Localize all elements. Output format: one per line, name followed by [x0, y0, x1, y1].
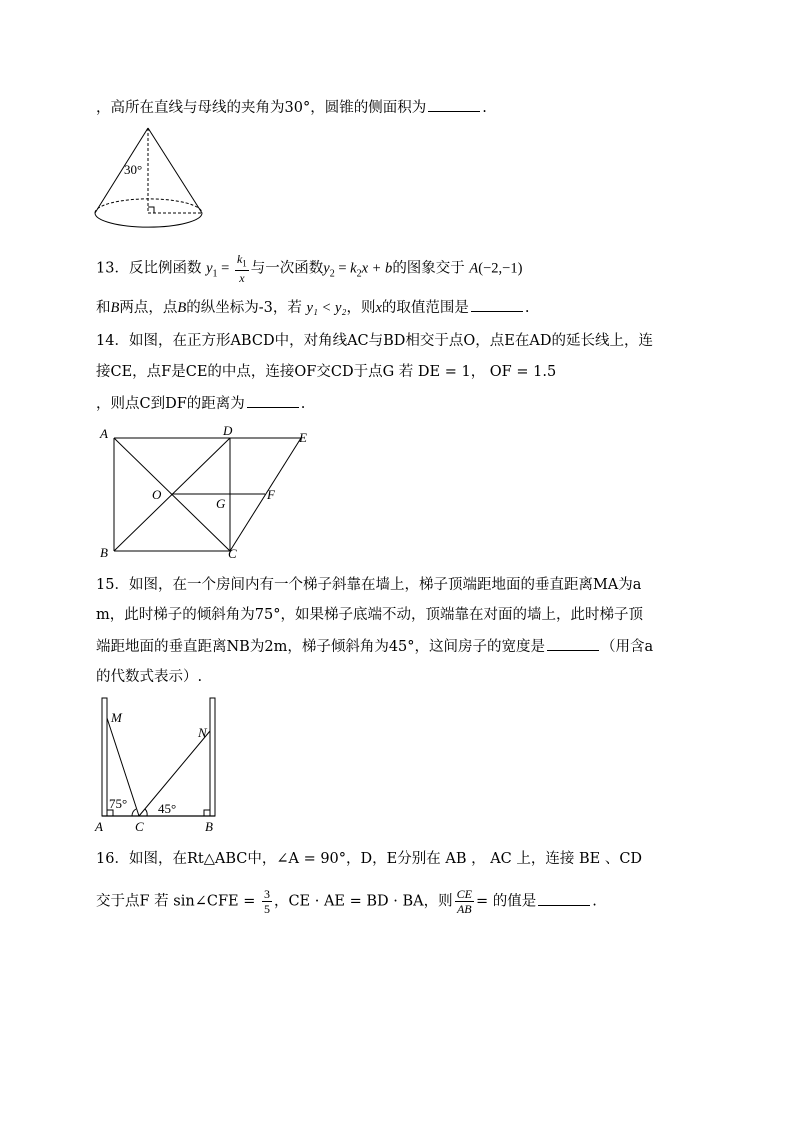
q15-l3: 端距地面的垂直距离NB为2m，梯子倾斜角为45°，这间房子的宽度是: [96, 639, 546, 655]
q13-l2c: 的纵坐标为-3，若: [186, 300, 302, 316]
label-g: G: [216, 496, 226, 511]
label-d: D: [223, 423, 233, 438]
q14-l3: ，则点C到DF的距离为: [96, 396, 245, 412]
q16-l2b: ，CE · AE = BD · BA，则: [273, 893, 453, 910]
q15-line1: 15．如图，在一个房间内有一个梯子斜靠在墙上，梯子顶端距地面的垂直距离MA为a: [96, 577, 642, 593]
q13-y1: y: [206, 260, 213, 277]
label-b: B: [100, 545, 108, 560]
q13-k2: k: [350, 260, 357, 277]
q16-l2c: = 的值是: [475, 893, 537, 910]
q13-coord-a: (−2,−1): [478, 260, 523, 277]
label-75: 75°: [109, 796, 128, 811]
q16-line1: 16．如图，在Rt△ABC中，∠A = 90°，D，E分别在 AB ， AC 上，连接 BE 、CD: [96, 851, 643, 867]
label-a: A: [100, 426, 108, 441]
right-angle-b: [204, 810, 210, 816]
right-angle-mark: [148, 207, 154, 213]
label-m: M: [111, 710, 122, 725]
q14-line1: 14．如图，在正方形ABCD中，对角线AC与BD相交于点O，点E在AD的延长线上，连: [96, 333, 653, 349]
q13-k1: k: [236, 252, 243, 266]
cone-right-edge: [148, 128, 202, 213]
left-wall: [102, 698, 107, 816]
q14-line2: 接CE，点F是CE的中点，连接OF交CD于点G 若 DE = 1， OF = 1.5: [96, 364, 557, 380]
q16-den: 5: [263, 902, 270, 916]
q13-rest: x + b: [361, 260, 393, 277]
label-e: E: [299, 430, 307, 445]
q13-x: x: [375, 300, 382, 316]
q15-line4: 的代数式表示）.: [96, 669, 203, 685]
q16-frac-ce: CE: [456, 887, 472, 901]
q16-frac-3-5: [262, 887, 272, 916]
q15-answer-blank: [547, 636, 599, 651]
q13-l2d: ，则: [346, 300, 376, 316]
label-o: O: [152, 487, 162, 502]
q13-b2: B: [177, 300, 187, 316]
q13-line1: [96, 252, 522, 285]
q13-l2e: 的取值范围是: [381, 300, 469, 316]
q15-l3b: （用含a: [601, 639, 654, 655]
q13-l2a: 和: [96, 300, 111, 316]
q13-eq: =: [217, 260, 233, 277]
q13-y1-sub: 1: [212, 268, 218, 280]
q13-k2-sub: 2: [356, 268, 362, 280]
q13-frac-den: x: [239, 271, 245, 286]
q13-k1-sub: 1: [242, 258, 247, 269]
q13-text-1: 反比例函数: [128, 260, 202, 277]
q13-frac-num: [235, 252, 249, 271]
q14-line3: [96, 393, 305, 414]
q16-answer-blank: [538, 891, 590, 906]
cone-angle-label: 30°: [124, 162, 143, 177]
q16-frac-ab: AB: [456, 902, 472, 916]
label-b: B: [205, 819, 213, 834]
q13-b: B: [110, 300, 120, 316]
q14-period: .: [300, 396, 306, 412]
label-n: N: [198, 725, 207, 740]
q13-inequality: y₁ < y₂: [306, 300, 347, 316]
label-45: 45°: [158, 801, 177, 816]
label-c: C: [228, 546, 237, 561]
q13-line2: [96, 297, 530, 318]
q13-y2-sub: 2: [329, 268, 335, 280]
q13-text-3: 的图象交于: [392, 260, 465, 277]
q13-answer-blank: [471, 297, 523, 312]
q16-period: .: [592, 893, 597, 910]
q13-fraction: [235, 252, 249, 285]
q16-line2: [96, 887, 597, 916]
square-figure: [98, 424, 318, 564]
q15-line3: [96, 636, 653, 657]
label-f: F: [267, 487, 275, 502]
q13-text-2: 与一次函数: [250, 260, 324, 277]
cone-figure: [92, 126, 207, 230]
label-c: C: [135, 819, 144, 834]
arc-75: [132, 809, 136, 816]
label-a: A: [95, 819, 103, 834]
cone-base-front: [95, 213, 202, 227]
q13-period: .: [524, 300, 530, 316]
q16-l2a: 交于点F 若 sin∠CFE =: [96, 893, 260, 910]
right-wall: [210, 698, 215, 816]
q12-period: .: [482, 100, 487, 116]
q12-text: [96, 97, 487, 118]
q12-stem: ，高所在直线与母线的夹角为30°，圆锥的侧面积为: [96, 100, 427, 116]
q13-point-a: A: [469, 260, 479, 277]
q16-frac-ce-ab: [455, 887, 474, 916]
arc-45: [145, 809, 147, 816]
q15-line2: m，此时梯子的倾斜角为75°，如果梯子底端不动，顶端靠在对面的墙上，此时梯子顶: [96, 607, 643, 623]
ladder-figure: [92, 696, 232, 836]
q13-y2: y: [323, 260, 330, 277]
q13-eq2: =: [334, 260, 351, 277]
q12-answer-blank: [428, 97, 480, 112]
q16-num: 3: [263, 887, 270, 901]
q14-answer-blank: [247, 393, 299, 408]
q13-l2b: 两点，点: [119, 300, 178, 316]
q13-number: 13．: [96, 260, 129, 277]
